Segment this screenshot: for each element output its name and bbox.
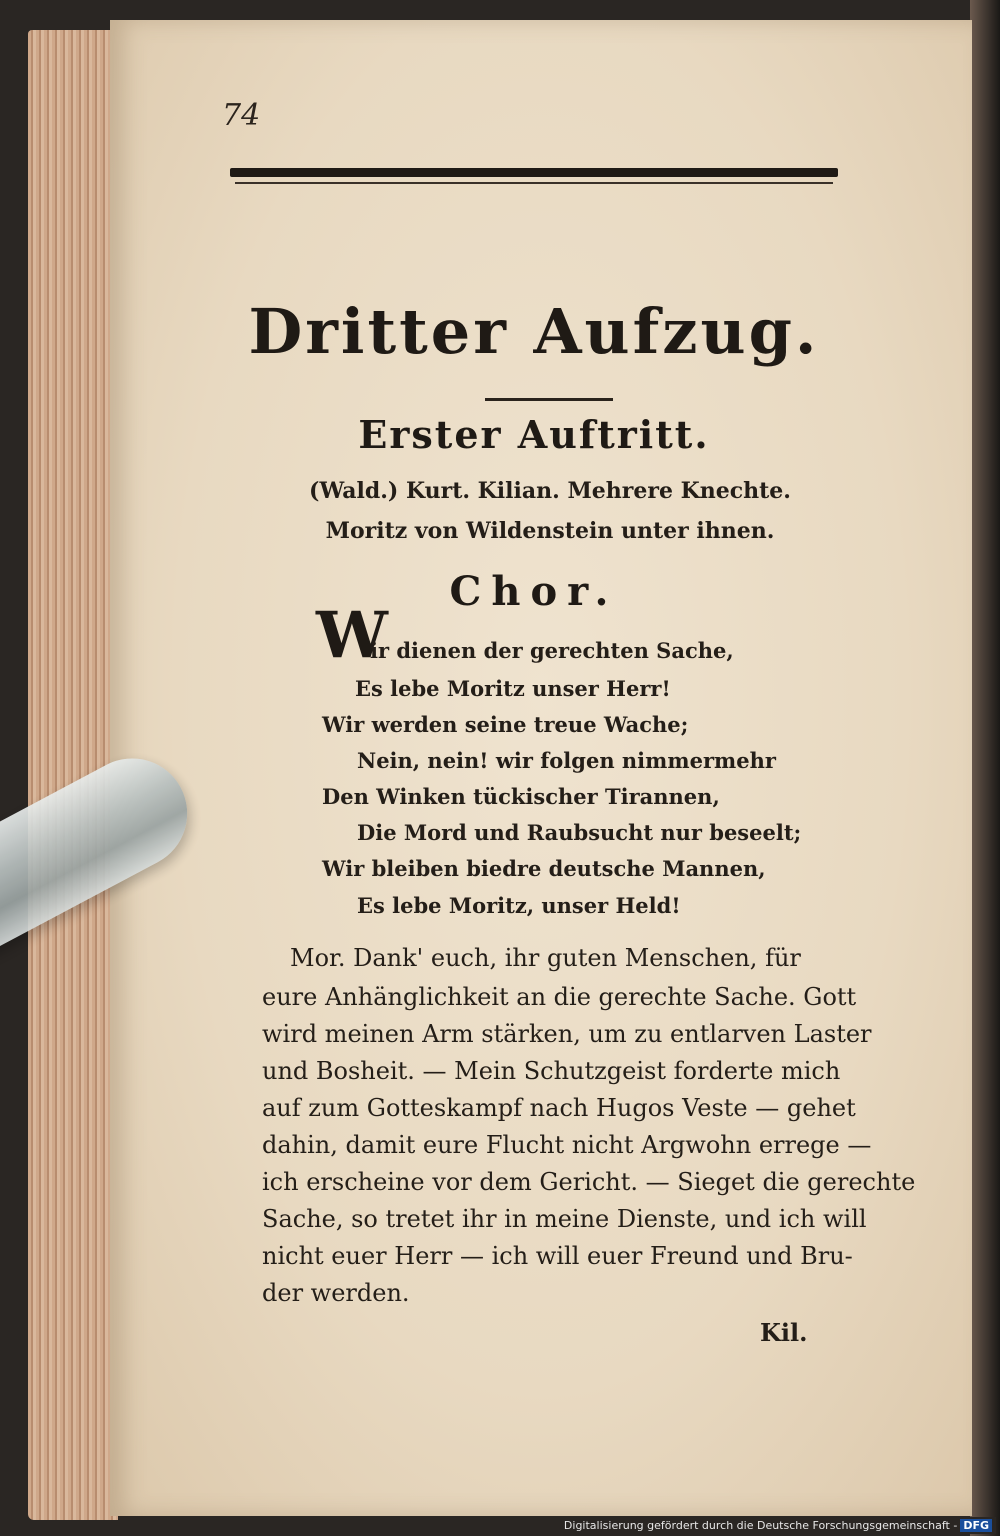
prose-line: Sache, so tretet ihr in meine Dienste, und ich will bbox=[262, 1205, 867, 1233]
prose-line: nicht euer Herr — ich will euer Freund und Bru- bbox=[262, 1242, 853, 1270]
stage-direction-line: Moritz von Wildenstein unter ihnen. bbox=[325, 518, 775, 544]
page-number: 74 bbox=[222, 98, 261, 133]
verse-line: ir dienen der gerechten Sache, bbox=[370, 638, 734, 663]
digitization-credit bbox=[560, 1517, 996, 1534]
title-divider bbox=[485, 398, 613, 401]
prose-line: wird meinen Arm stärken, um zu entlarven Laster bbox=[262, 1020, 872, 1048]
prose-line: Mor. Dank' euch, ihr guten Menschen, für bbox=[290, 944, 801, 972]
dfg-logo: DFG bbox=[960, 1519, 992, 1532]
prose-line: der werden. bbox=[262, 1279, 410, 1307]
verse-line: Wir werden seine treue Wache; bbox=[322, 712, 689, 737]
prose-line: eure Anhänglichkeit an die gerechte Sache. Gott bbox=[262, 983, 857, 1011]
catchword: Kil. bbox=[760, 1318, 808, 1347]
prose-line: dahin, damit eure Flucht nicht Argwohn errege — bbox=[262, 1131, 872, 1159]
credit-text: Digitalisierung gefördert durch die Deutsche Forschungsgemeinschaft - bbox=[563, 1519, 958, 1532]
verse-line: Die Mord und Raubsucht nur beseelt; bbox=[357, 820, 802, 845]
verse-line: Wir bleiben biedre deutsche Mannen, bbox=[322, 856, 766, 881]
prose-line: auf zum Gotteskampf nach Hugos Veste — gehet bbox=[262, 1094, 856, 1122]
binding-shadow bbox=[970, 0, 1000, 1536]
header-rule bbox=[230, 168, 838, 177]
chorus-heading: Chor. bbox=[449, 568, 619, 615]
verse-line: Nein, nein! wir folgen nimmermehr bbox=[357, 748, 776, 773]
drop-cap-initial: W bbox=[316, 598, 388, 673]
verse-line: Es lebe Moritz unser Herr! bbox=[355, 676, 671, 701]
scene-title: Erster Auftritt. bbox=[358, 412, 710, 457]
verse-line: Es lebe Moritz, unser Held! bbox=[357, 893, 681, 918]
act-title: Dritter Aufzug. bbox=[248, 295, 820, 368]
stage-direction-line: (Wald.) Kurt. Kilian. Mehrere Knechte. bbox=[309, 478, 791, 504]
header-rule-thin bbox=[235, 182, 833, 184]
prose-line: ich erscheine vor dem Gericht. — Sieget die gerechte bbox=[262, 1168, 916, 1196]
verse-line: Den Winken tückischer Tirannen, bbox=[322, 784, 720, 809]
prose-line: und Bosheit. — Mein Schutzgeist forderte mich bbox=[262, 1057, 841, 1085]
